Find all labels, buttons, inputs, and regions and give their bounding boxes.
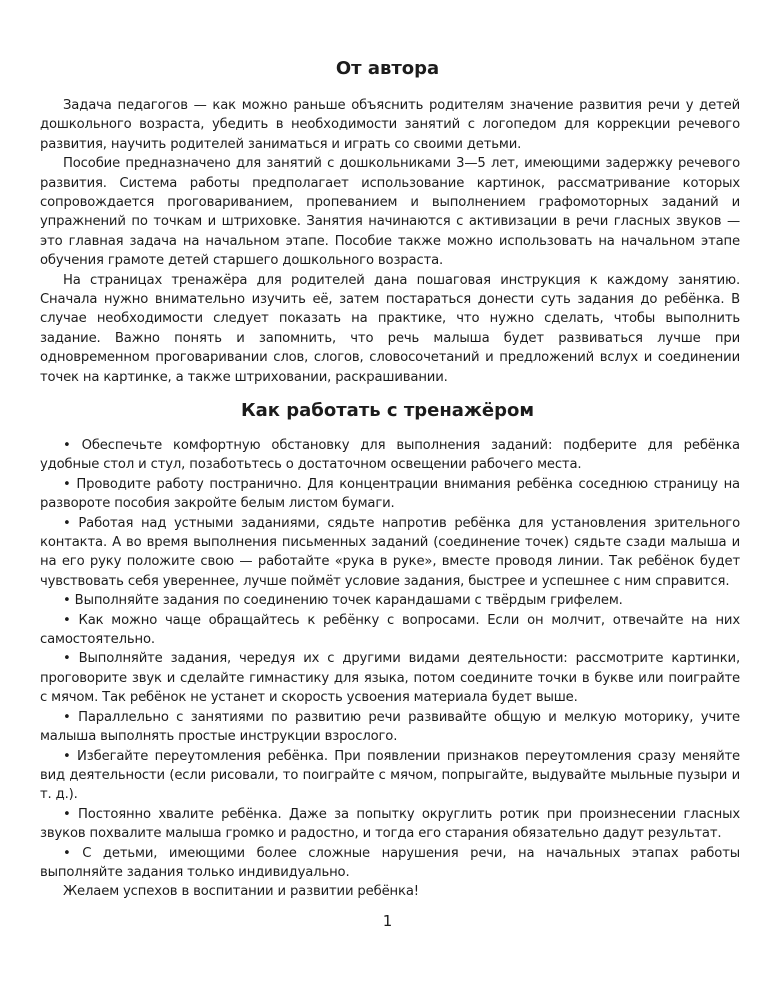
- closing-wish: Желаем успехов в воспитании и развитии ребёнка!: [63, 884, 419, 900]
- howto-section-title: Как работать с тренажёром: [240, 400, 535, 421]
- howto-item-fatigue: • Избегайте переутомления ребёнка. При появлении признаков переутомления сразу меняйте вид деятельности (если рисовали, то поиграйте с мячом, попрыгайте, выдувайте мыльные пузыри и т. д.).: [40, 748, 740, 803]
- author-paragraph-1: Задача педагогов — как можно раньше объяснить родителям значение развития речи у детей дошкольного возраста, убедить в необходимости занятий с логопедом для коррекции речевого развития, научить родителей заниматься и играть со своими детьми.: [40, 98, 740, 152]
- howto-item-page-by-page: • Проводите работу постранично. Для концентрации внимания ребёнка соседнюю страницу на развороте пособия закройте белым листом бумаги.: [40, 476, 740, 512]
- author-paragraph-3: На страницах тренажёра для родителей дана пошаговая инструкция к каждому занятию. Сначала нужно внимательно изучить её, затем постараться донести суть задания до ребёнка. В случае необходимости следует показать на практике, что нужно сделать, чтобы выполнить задание. Важно понять и запомнить, что речь малыша будет развиваться лучше при одновременном проговаривании слов, слогов, словосочетаний и предложений вслух и соединении точек на картинке, а также штриховании, раскрашивании.: [40, 272, 740, 385]
- howto-item-alternate: • Выполняйте задания, чередуя их с другими видами деятельности: рассмотрите картинки, проговорите звук и сделайте гимнастику для языка, потом соедините точки в букве или поиграйте с мячом. Так ребёнок не устанет и скорость усвоения материала будет выше.: [40, 651, 740, 706]
- howto-item-praise: • Постоянно хвалите ребёнка. Даже за попытку округлить ротик при произнесении гласных звуков похвалите малыша громко и радостно, и тогда его старания обязательно дадут результат.: [40, 806, 740, 842]
- page-number: 1: [382, 912, 393, 930]
- author-section-body: [40, 96, 740, 387]
- author-section-title: От автора: [335, 58, 440, 79]
- howto-item-individual: • С детьми, имеющими более сложные нарушения речи, на начальных этапах работы выполняйте задания только индивидуально.: [40, 845, 740, 880]
- howto-section-body: [40, 436, 740, 902]
- howto-item-comfort: • Обеспечьте комфортную обстановку для выполнения заданий: подберите для ребёнка удобные стол и стул, позаботьтесь о достаточном освещении рабочего места.: [40, 438, 740, 473]
- howto-item-questions: • Как можно чаще обращайтесь к ребёнку с вопросами. Если он молчит, отвечайте на них самостоятельно.: [40, 612, 740, 648]
- author-paragraph-2: Пособие предназначено для занятий с дошкольниками 3—5 лет, имеющими задержку речевого развития. Система работы предполагает использование картинок, рассматривание которых сопровождается проговариванием, пропеванием и выполнением графомоторных заданий и упражнений по точкам и штриховке. Занятия начинаются с активизации в речи гласных звуков — это главная задача на начальном этапе. Пособие также можно использовать на начальном этапе обучения грамоте детей старшего дошкольного возраста.: [40, 156, 740, 269]
- howto-item-seating: • Работая над устными заданиями, сядьте напротив ребёнка для установления зрительного контакта. А во время выполнения письменных заданий (соединение точек) сядьте сзади малыша и на его руку положите свою — работайте «рука в руке», вместе проводя линии. Так ребёнок будет чувствовать себя увереннее, лучше поймёт условие задания, быстрее и успешнее с ним справится.: [40, 515, 740, 589]
- howto-item-pencils: • Выполняйте задания по соединению точек карандашами с твёрдым грифелем.: [63, 593, 623, 609]
- howto-item-motor-skills: • Параллельно с занятиями по развитию речи развивайте общую и мелкую моторику, учите малыша выполнять простые инструкции взрослого.: [40, 709, 740, 745]
